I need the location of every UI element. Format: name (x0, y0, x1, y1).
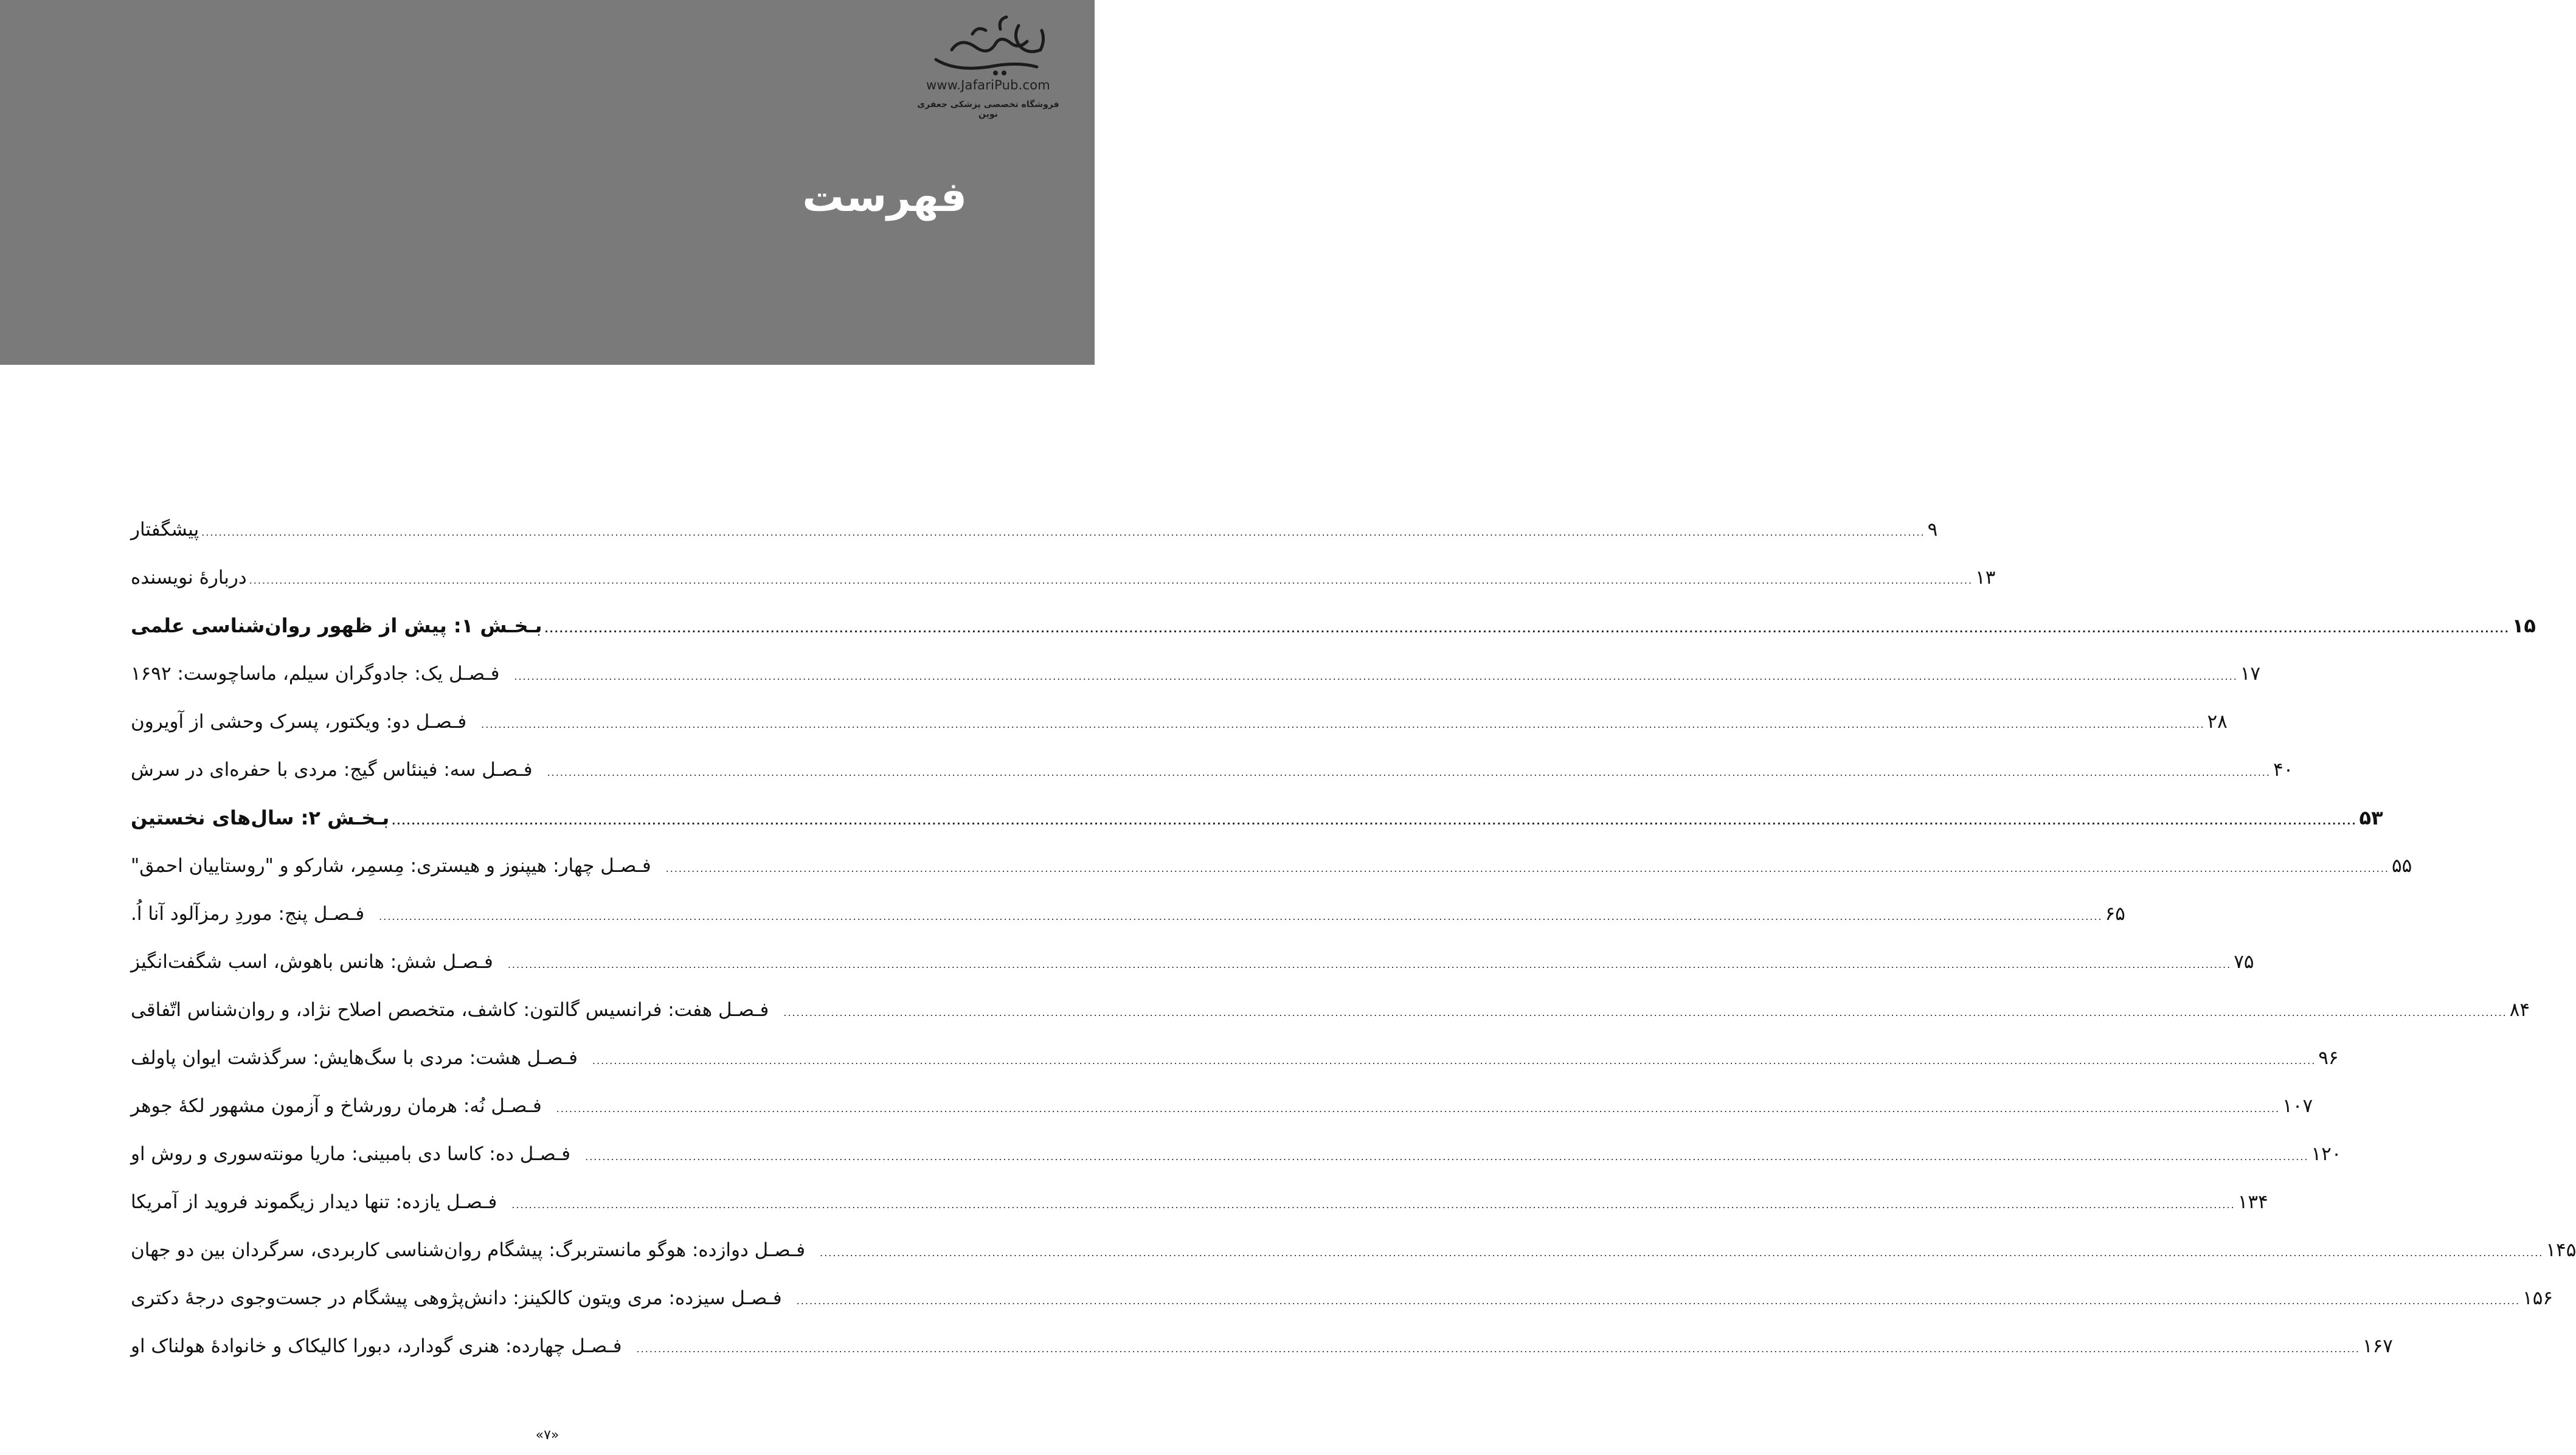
toc-entry-title: فـصـل چهارده: هنری گودارد، دبورا کالیکاک و خانوادهٔ هولناک او (131, 1335, 622, 1357)
toc-entry-page: ۱۵ (2512, 614, 2536, 637)
toc-dot-leader: ................................................................................................................................................................................................................................................................................................................................................................................................................ (592, 1055, 2316, 1066)
toc-dot-leader: ................................................................................................................................................................................................................................................................................................................................................................................................................ (796, 1295, 2521, 1307)
toc-entry[interactable] (131, 746, 2294, 794)
page-number: «۷» (535, 1428, 559, 1443)
toc-dot-leader: ................................................................................................................................................................................................................................................................................................................................................................................................................ (820, 1247, 2544, 1259)
toc-dot-leader: ................................................................................................................................................................................................................................................................................................................................................................................................................ (507, 959, 2232, 970)
toc-part-entry[interactable] (131, 794, 2383, 842)
toc-dot-leader: ................................................................................................................................................................................................................................................................................................................................................................................................................ (556, 1103, 2280, 1115)
toc-entry-title: فـصـل هفت: فرانسیس گالتون: کاشف، متخصص اصلاح نژاد، و روان‌شناس اتّفاقی (131, 999, 769, 1021)
toc-dot-leader: ................................................................................................................................................................................................................................................................................................................................................................................................................ (783, 1007, 2507, 1018)
toc-entry-title: دربارهٔ نویسنده (131, 567, 247, 589)
toc-part-entry[interactable] (131, 602, 2536, 650)
toc-dot-leader: ................................................................................................................................................................................................................................................................................................................................................................................................................ (514, 671, 2238, 682)
toc-entry-page: ۵۳ (2359, 806, 2383, 829)
toc-dot-leader: ................................................................................................................................................................................................................................................................................................................................................................................................................ (665, 863, 2390, 874)
toc-entry[interactable] (131, 650, 2261, 698)
toc-dot-leader: ................................................................................................................................................................................................................................................................................................................................................................................................................ (392, 815, 2357, 827)
toc-dot-leader: ................................................................................................................................................................................................................................................................................................................................................................................................................ (379, 911, 2103, 922)
toc-entry-page: ۲۸ (2207, 711, 2228, 733)
publisher-caption: فروشگاه تخصصی پزشکی جعفری نوین (917, 100, 1059, 119)
toc-entry[interactable] (131, 1274, 2553, 1322)
toc-entry[interactable] (131, 1082, 2313, 1130)
toc-entry[interactable] (131, 1034, 2339, 1082)
publisher-logo-mark (927, 12, 1049, 79)
toc-dot-leader: ................................................................................................................................................................................................................................................................................................................................................................................................................ (585, 1151, 2309, 1163)
toc-entry[interactable] (131, 890, 2125, 938)
toc-entry-title: فـصـل دو: ویکتور، پسرک وحشی از آویرون (131, 711, 467, 733)
toc-entry-title: بـخـش ۱: پیش از ظهور روان‌شناسی علمی (131, 614, 542, 637)
toc-entry-title: فـصـل یک: جادوگران سیلم، ماساچوست: ۱۶۹۲ (131, 663, 500, 685)
page-title: فهرست (802, 173, 967, 221)
toc-entry-title: فـصـل دوازده: هوگو مانستربرگ: پیشگام روان‌شناسی کاربردی، سرگردان بین دو جهان (131, 1239, 806, 1261)
toc-entry-page: ۱۲۰ (2311, 1143, 2342, 1165)
toc-entry-page: ۱۳۴ (2237, 1191, 2268, 1213)
header-banner (0, 0, 1095, 365)
toc-entry-page: ۹ (1927, 519, 1938, 541)
toc-entry-page: ۱۳ (1975, 567, 1996, 589)
toc-entry-title: بـخـش ۲: سال‌های نخستین (131, 806, 390, 829)
toc-dot-leader: ................................................................................................................................................................................................................................................................................................................................................................................................................ (249, 575, 1973, 586)
toc-entry-page: ۱۵۶ (2522, 1287, 2553, 1309)
toc-entry-title: فـصـل یازده: تنها دیدار زیگموند فروید از آمریکا (131, 1191, 497, 1213)
toc-entry[interactable] (131, 938, 2254, 986)
toc-entry[interactable] (131, 1130, 2342, 1178)
toc-entry[interactable] (131, 1178, 2268, 1226)
publisher-logo[interactable] (912, 12, 1064, 122)
toc-entry[interactable] (131, 698, 2228, 746)
toc-entry-title: فـصـل ده: کاسا دی بامبینی: ماریا مونته‌سوری و روش او (131, 1143, 571, 1165)
toc-entry-page: ۱۷ (2240, 663, 2261, 685)
toc-entry-title: پیشگفتار (131, 519, 199, 541)
toc-entry-page: ۹۶ (2318, 1047, 2339, 1069)
toc-entry-title: فـصـل سه: فینئاس گیج: مردی با حفره‌ای در سرش (131, 759, 533, 781)
toc-entry-page: ۱۰۷ (2282, 1095, 2313, 1117)
toc-entry-page: ۵۵ (2392, 855, 2412, 877)
toc-entry-page: ۶۵ (2105, 903, 2125, 925)
toc-entry-page: ۸۴ (2509, 999, 2530, 1021)
toc-entry-title: فـصـل پنج: موردِ رمزآلود آنا اُ. (131, 903, 365, 925)
toc-dot-leader: ................................................................................................................................................................................................................................................................................................................................................................................................................ (511, 1199, 2235, 1211)
toc-dot-leader: ................................................................................................................................................................................................................................................................................................................................................................................................................ (544, 623, 2510, 635)
toc-entry[interactable] (131, 506, 1938, 554)
toc-dot-leader: ................................................................................................................................................................................................................................................................................................................................................................................................................ (547, 767, 2271, 778)
toc-entry[interactable] (131, 842, 2412, 890)
toc-entry-page: ۱۴۵ (2546, 1239, 2576, 1261)
toc-entry-page: ۱۶۷ (2362, 1335, 2393, 1357)
toc-dot-leader: ................................................................................................................................................................................................................................................................................................................................................................................................................ (481, 719, 2205, 730)
toc-entry-title: فـصـل چهار: هیپنوز و هیستری: مِسمِر، شارکو و "روستاییان احمق" (131, 855, 651, 877)
toc-entry[interactable] (131, 554, 1996, 602)
toc-entry[interactable] (131, 1226, 2576, 1274)
toc-entry-title: فـصـل هشت: مردی با سگ‌هایش: سرگذشت ایوان پاولف (131, 1047, 578, 1069)
toc-entry-title: فـصـل شش: هانس باهوش، اسب شگفت‌انگیز (131, 951, 493, 973)
toc-entry-title: فـصـل سیزده: مری ویتون کالکینز: دانش‌پژوهی پیشگام در جست‌وجوی درجهٔ دکتری (131, 1287, 782, 1309)
toc-dot-leader: ................................................................................................................................................................................................................................................................................................................................................................................................................ (636, 1343, 2360, 1355)
toc-entry[interactable] (131, 986, 2530, 1034)
toc-entry-title: فـصـل نُه: هرمان رورشاخ و آزمون مشهور لکهٔ جوهر (131, 1095, 542, 1117)
publisher-url[interactable]: www.JafariPub.com (926, 78, 1050, 92)
table-of-contents (131, 506, 2576, 1370)
toc-entry[interactable] (131, 1322, 2393, 1370)
toc-dot-leader: ................................................................................................................................................................................................................................................................................................................................................................................................................ (201, 527, 1925, 538)
toc-entry-page: ۴۰ (2273, 759, 2294, 781)
toc-entry-page: ۷۵ (2234, 951, 2254, 973)
